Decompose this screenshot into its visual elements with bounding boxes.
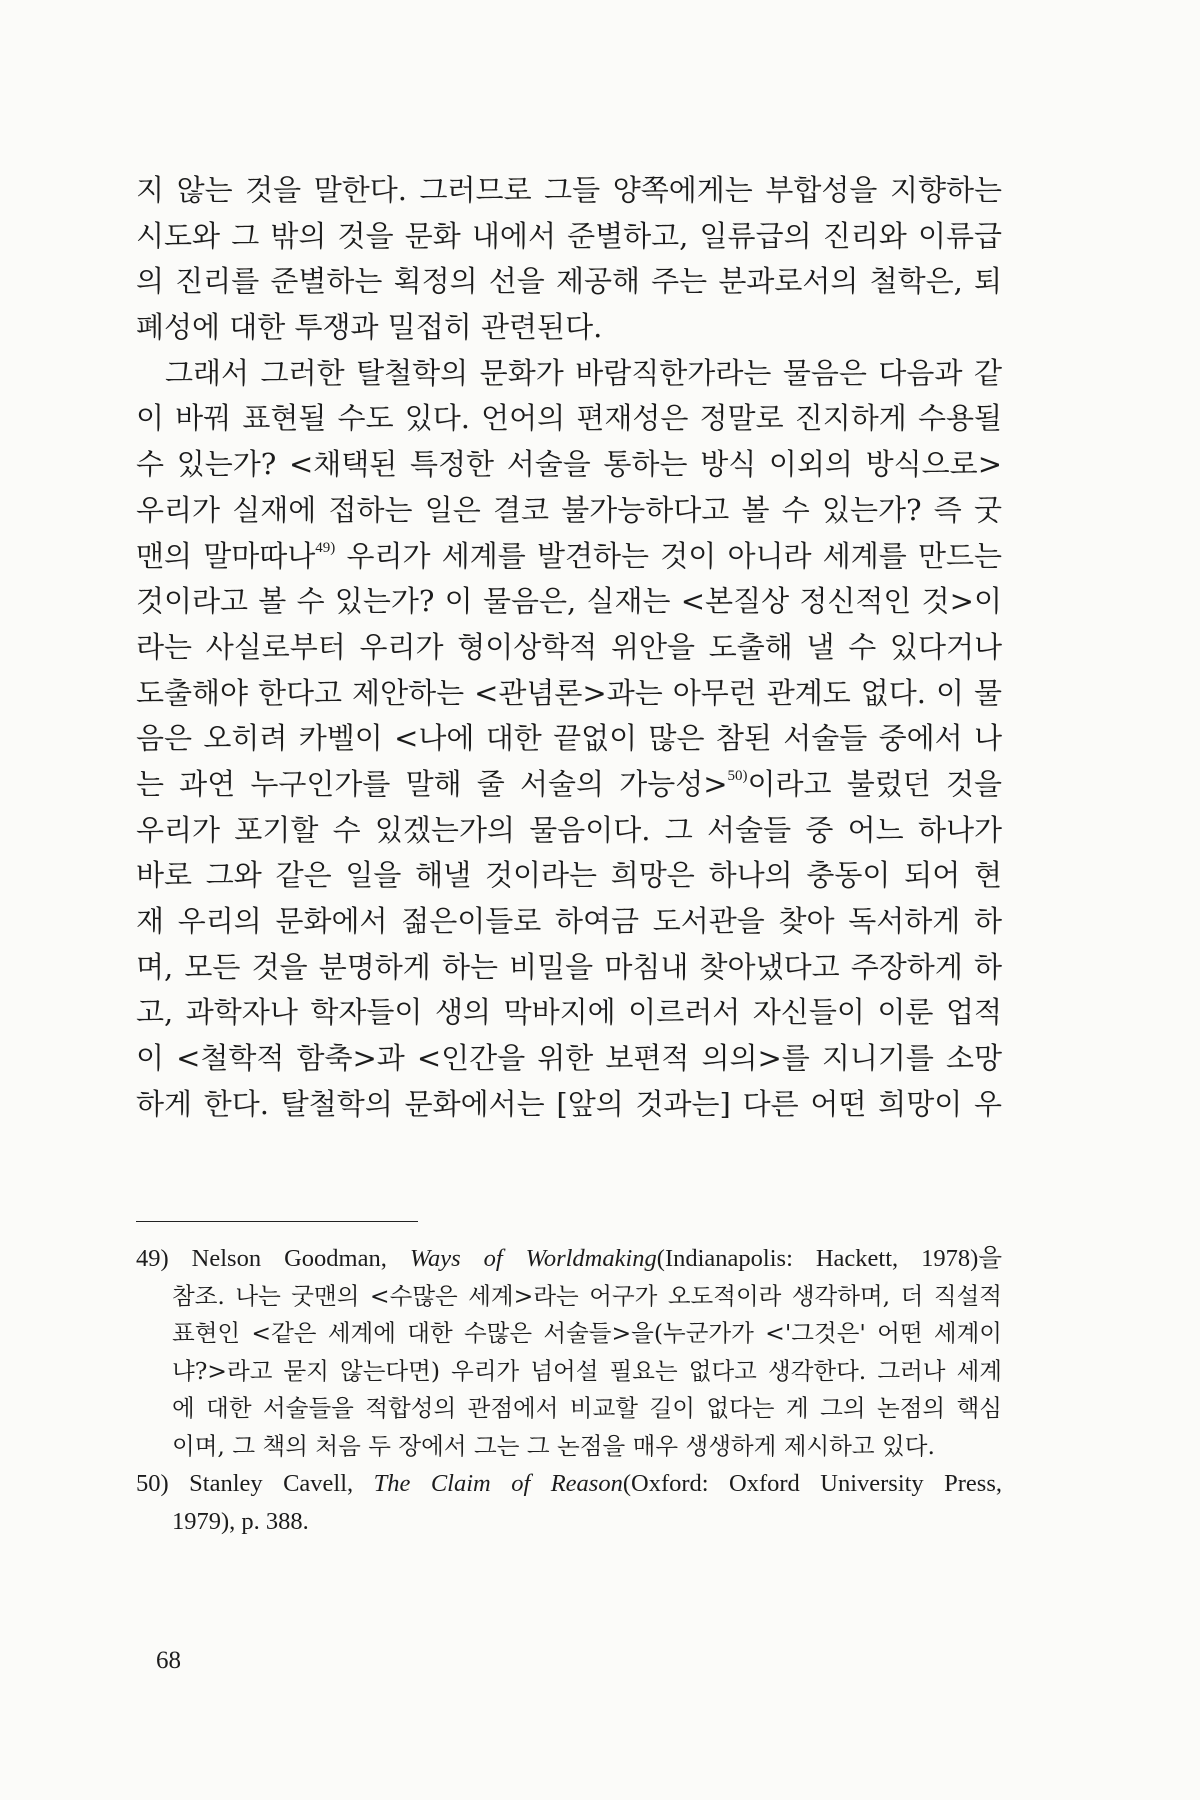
footnote-49-line [136, 1240, 1002, 1278]
footnote-publisher: (Indianapolis: Hackett, 1978)을 [656, 1245, 1002, 1272]
footnote-line: 참조. 나는 굿맨의 <수많은 세계>라는 어구가 오도적이라 생각하며, 더 직설적 [172, 1281, 1002, 1310]
footnote-divider [136, 1221, 418, 1222]
text-line: 고, 과학자나 학자들이 생의 막바지에 이르러서 자신들이 이룬 업적 [136, 995, 1002, 1030]
text-line: 지 않는 것을 말한다. 그러므로 그들 양쪽에게는 부합성을 지향하는 [136, 173, 1002, 207]
text-line: 의 진리를 준별하는 획정의 선을 제공해 주는 분과로서의 철학은, 퇴 [136, 264, 1002, 299]
footnote-line: 표현인 <같은 세계에 대한 수많은 서술들>을(누군가가 <'그것은' 어떤 세계이 [172, 1319, 1002, 1347]
footnote-50-line [136, 1465, 1002, 1503]
footnote-number: 50) [136, 1470, 169, 1497]
footnote-line: 에 대한 서술들을 적합성의 관점에서 비교할 길이 없다는 게 그의 논점의 핵심 [172, 1394, 1002, 1422]
text-line: 바로 그와 같은 일을 해낼 것이라는 희망은 하나의 충동이 되어 현 [136, 858, 1002, 893]
footnote-publisher: (Oxford: Oxford University Press, [622, 1470, 1002, 1497]
text-line: 우리가 실재에 접하는 일은 결코 불가능하다고 볼 수 있는가? 즉 굿 [136, 492, 1002, 527]
book-title: Ways of Worldmaking [409, 1245, 657, 1272]
footnote-marker-50: 50) [727, 767, 748, 784]
text-line: 시도와 그 밖의 것을 문화 내에서 준별하고, 일류급의 진리와 이류급 [136, 218, 1002, 253]
text-line: 우리가 포기할 수 있겠는가의 물음이다. 그 서술들 중 어느 하나가 [136, 812, 1002, 847]
footnote-line: 1979), p. 388. [172, 1507, 309, 1535]
text-segment: 이라고 불렀던 것을 [747, 766, 1002, 801]
footnotes [136, 1240, 1002, 1540]
text-line: 이 바꿔 표현될 수도 있다. 언어의 편재성은 정말로 진지하게 수용될 [136, 401, 1002, 436]
footnote-marker-49: 49) [315, 539, 336, 556]
text-line [136, 534, 1002, 580]
text-line: 며, 모든 것을 분명하게 하는 비밀을 마침내 찾아냈다고 주장하게 하 [136, 949, 1002, 984]
footnote-author: Stanley Cavell, [189, 1470, 374, 1497]
text-line: 하게 한다. 탈철학의 문화에서는 [앞의 것과는] 다른 어떤 희망이 우 [136, 1086, 1002, 1121]
text-line: 라는 사실로부터 우리가 형이상학적 위안을 도출해 낼 수 있다거나 [136, 629, 1002, 664]
text-line: 재 우리의 문화에서 젊은이들로 하여금 도서관을 찾아 독서하게 하 [136, 904, 1002, 938]
book-title: The Claim of Reason [373, 1470, 623, 1497]
text-segment: 는 과연 누구인가를 말해 줄 서술의 가능성> [136, 766, 728, 801]
text-line: 도출해야 한다고 제안하는 <관념론>과는 아무런 관계도 없다. 이 물 [136, 675, 1002, 710]
text-line: 폐성에 대한 투쟁과 밀접히 관련된다. [136, 310, 603, 345]
page-number: 68 [156, 1647, 181, 1674]
text-line: 이 <철학적 함축>과 <인간을 위한 보편적 의의>를 지니기를 소망 [136, 1041, 1002, 1076]
text-line: 것이라고 볼 수 있는가? 이 물음은, 실재는 <본질상 정신적인 것>이 [136, 584, 1002, 619]
footnote-author: Nelson Goodman, [191, 1245, 410, 1272]
text-segment: 우리가 세계를 발견하는 것이 아니라 세계를 만드는 [335, 538, 1002, 573]
footnote-line: 이며, 그 책의 처음 두 장에서 그는 그 논점을 매우 생생하게 제시하고 있다. [172, 1431, 935, 1460]
text-line: 수 있는가? <채택된 특정한 서술을 통하는 방식 이외의 방식으로> [136, 447, 1002, 482]
body-text [136, 168, 1002, 1127]
text-line: 음은 오히려 카벨이 <나에 대한 끝없이 많은 참된 서술들 중에서 나 [136, 721, 1002, 756]
footnote-number: 49) [136, 1245, 169, 1272]
text-segment: 맨의 말마따나 [136, 538, 316, 573]
footnote-line: 냐?>라고 묻지 않는다면) 우리가 넘어설 필요는 없다고 생각한다. 그러나 세계 [172, 1356, 1002, 1385]
text-line [136, 762, 1002, 808]
paragraph-start-line: 그래서 그러한 탈철학의 문화가 바람직한가라는 물음은 다음과 같 [165, 355, 1002, 390]
